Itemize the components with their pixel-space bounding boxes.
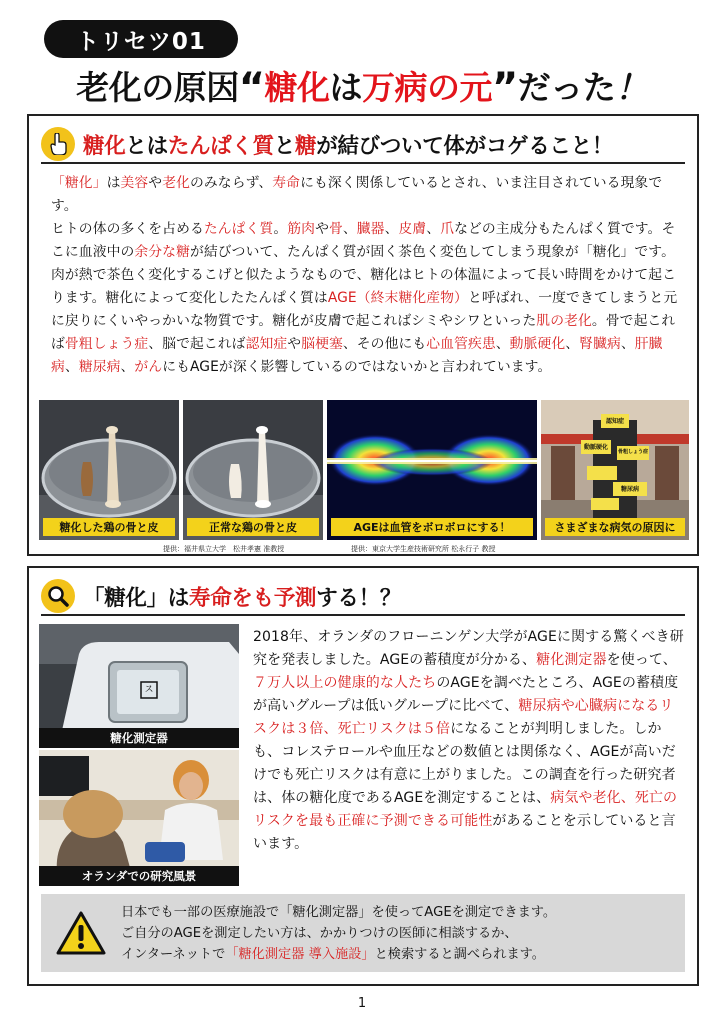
photo-measuring-device (39, 624, 239, 748)
text-segment: 、脳で起これば (148, 336, 246, 352)
highlight-text: 認知症 (245, 336, 288, 352)
highlight-text: 糖化測定器 (536, 652, 607, 668)
highlight-text: 骨 (328, 221, 343, 237)
sign-label: 認知症 (605, 418, 624, 425)
highlight-text: 「糖化」 (51, 175, 107, 191)
section-body (51, 172, 681, 379)
text-segment: や (148, 175, 163, 191)
text-segment: や (287, 336, 302, 352)
photo-research-scene (39, 750, 239, 886)
notice-box (41, 894, 685, 972)
highlight-text: たんぱく質 (167, 133, 274, 159)
text-segment: 、 (426, 221, 441, 237)
highlight-text: 肌の老化 (536, 313, 592, 329)
highlight-text: 腎臓病 (579, 336, 621, 352)
text-segment: 、 (384, 221, 399, 237)
highlight-text: 骨粗しょう症 (64, 336, 149, 352)
notice-line (121, 902, 556, 923)
sign-label: 骨粗しょう症 (617, 449, 648, 455)
text-segment: のみならず、 (190, 175, 273, 191)
highlight-text: 糖化 (83, 133, 126, 159)
highlight-text: 糖 (295, 133, 317, 159)
highlight-text: 脳梗塞 (301, 336, 343, 352)
text-segment: になることが判明しました。しかも、コレステロールや血圧などの数値とは関係なく、AGEが高いだけでも死亡リスクは有意に上がりました。この調査を行った研究者は、体の糖化度であるAGEを測定することは、 (253, 721, 676, 806)
text-segment: 。骨で起これば (51, 313, 676, 352)
text-segment: にもAGEが深く影響しているのではないかと言われています。 (162, 359, 552, 375)
text-segment: 、 (120, 359, 135, 375)
text-segment: にも深く関係しているとされ、いま注目されている現象です。 (51, 175, 663, 214)
sign-label: 動脈硬化 (583, 444, 608, 451)
photo-credit: 提供：東京大学生産技術研究所 松永行子 教授 (351, 545, 496, 553)
pointing-hand-icon (41, 127, 75, 161)
text-segment: と検索すると調べられます。 (374, 946, 545, 962)
text-segment: が結びついて、たんぱく質が固く茶色く変色してしまう現象が「糖化」です。肉が熱で茶色く変化するこげと似たようなもので、糖化はヒトの体温によって長い時間をかけて起こります。糖化によって変化したたんぱく質は (51, 244, 677, 306)
text-segment: インターネットで (121, 946, 226, 962)
section-body (253, 626, 685, 856)
text-segment: 。 (273, 221, 288, 237)
section-heading (41, 126, 685, 164)
highlight-text: 筋肉 (287, 221, 316, 237)
highlight-text: ７万人以上の健康的な人たち (253, 675, 437, 691)
text-segment: のAGEを調べたところ、AGEの蓄積度が高いグループは低いグループに比べて、 (253, 675, 679, 714)
text-segment: ご自分のAGEを測定したい方は、かかりつけの医師に相談するか、 (121, 925, 518, 941)
text-segment: 、 (64, 359, 79, 375)
text-segment: 2018年、オランダのフローニンゲン大学がAGEに関する驚くべき研究を発表しました。AGEの蓄積度が分かる、 (253, 629, 684, 668)
highlight-text: 老化 (162, 175, 190, 191)
section-title (83, 581, 401, 612)
highlight-text: 病気や老化、死亡のリスクを最も正確に予測できる可能性 (253, 790, 678, 829)
page-title: 老化の原因“糖化は万病の元”だった！ (76, 65, 648, 111)
section-lifespan-prediction (27, 566, 699, 986)
highlight-text: 寿命 (272, 175, 301, 191)
notice-line (121, 923, 556, 944)
text-segment: とは (125, 133, 168, 159)
highlight-text: 美容 (120, 175, 149, 191)
highlight-text: 余分な糖 (134, 244, 190, 260)
highlight-text: 心血管疾患 (426, 336, 496, 352)
magnifier-icon (41, 579, 75, 613)
text-segment: が結びついて体がコゲること！ (316, 133, 614, 159)
text-segment: 、 (342, 221, 357, 237)
text-segment: 「糖化」は (83, 585, 190, 611)
photo-normal-bone (183, 400, 323, 540)
text-segment: 、その他にも (342, 336, 427, 352)
text-segment: 、 (620, 336, 635, 352)
highlight-text: がん (134, 359, 163, 375)
photo-blood-vessel (327, 400, 537, 540)
highlight-text: 寿命をも予測 (189, 585, 317, 611)
text-segment: と (273, 133, 296, 159)
photo-caption: 正常な鶏の骨と皮 (187, 518, 319, 536)
text-segment: 、 (495, 336, 510, 352)
paragraph (253, 626, 685, 856)
section-title (83, 129, 613, 160)
text-segment: や (315, 221, 329, 237)
paragraph (51, 218, 681, 379)
highlight-text: 臓器 (356, 221, 385, 237)
text-segment: を使って、 (606, 652, 677, 668)
highlight-text: 皮膚 (398, 221, 427, 237)
notice-line (121, 944, 556, 965)
warning-icon (41, 910, 121, 956)
highlight-text: たんぱく質 (203, 221, 274, 237)
section-glycation-definition (27, 114, 699, 556)
photo-caption: オランダでの研究風景 (39, 866, 239, 886)
photo-glycated-bone (39, 400, 179, 540)
text-segment: 、 (565, 336, 580, 352)
highlight-text: 糖尿病 (78, 359, 121, 375)
highlight-text: 動脈硬化 (509, 336, 566, 352)
notice-text (121, 902, 556, 965)
series-badge: トリセツ01 (44, 20, 238, 58)
text-segment: 日本でも一部の医療施設で「糖化測定器」を使ってAGEを測定できます。 (121, 904, 557, 920)
highlight-text: 肝臓病 (51, 336, 663, 375)
photo-caption: 糖化した鶏の骨と皮 (43, 518, 175, 536)
page-number: 1 (357, 996, 367, 1011)
text-segment: ヒトの体の多くを占める (51, 221, 204, 237)
photo-disease-signs (541, 400, 689, 540)
photo-caption: さまざまな病気の原因に (545, 518, 685, 536)
text-segment: は (106, 175, 121, 191)
photo-caption: 糖化測定器 (39, 728, 239, 748)
highlight-text: 糖尿病や心臓病になるリスクは３倍、死亡リスクは５倍 (253, 698, 674, 737)
photo-credit: 提供：福井県立大学 松井孝憲 准教授 (163, 545, 285, 553)
photo-row (39, 400, 689, 540)
text-segment: と呼ばれ、一度できてしまうと元に戻りにくいやっかいな物質です。糖化が皮膚で起こればシミやシワといった (51, 290, 678, 329)
text-segment: する！？ (316, 585, 402, 611)
paragraph (51, 172, 681, 218)
device-screen-text: ス (144, 685, 154, 695)
highlight-text: 「糖化測定器 導入施設」 (225, 946, 375, 962)
section-heading (41, 578, 685, 616)
photo-caption: AGEは血管をボロボロにする！ (331, 518, 533, 536)
highlight-text: AGE（終末糖化産物） (327, 290, 468, 306)
sign-label: 糖尿病 (620, 486, 639, 493)
text-segment: などの主成分もたんぱく質です。そこに血液中の (51, 221, 676, 260)
highlight-text: 爪 (440, 221, 455, 237)
text-segment: があることを示していると言います。 (253, 813, 676, 852)
